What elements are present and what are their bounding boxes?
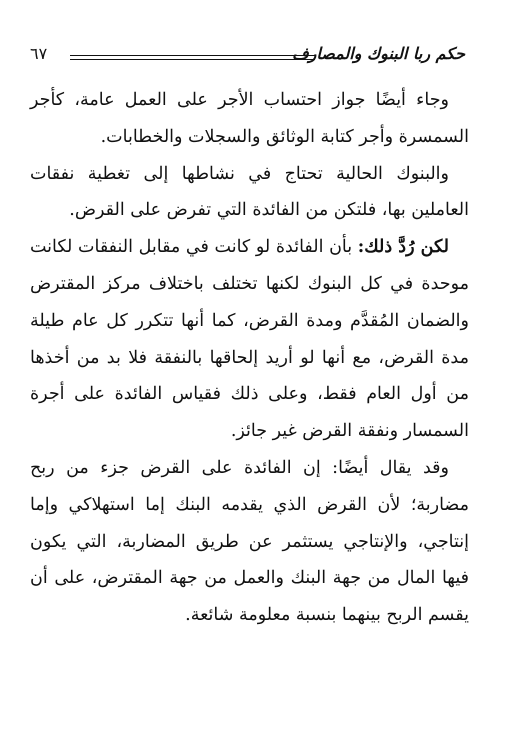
- header-rule: [70, 55, 315, 56]
- page-number: ٦٧: [30, 44, 48, 63]
- paragraph-text: بأن الفائدة لو كانت في مقابل النفقات لكانت موحدة في كل البنوك لكنها تختلف باختلاف مركز المقترض والضمان المُقدَّم ومدة القرض، كما أنها تتكرر كل عام طيلة مدة القرض، مع أنها لو أريد إلحاقها بالنفقة فلا بد من أخذها من أول العام فقط، وعلى ذلك فقياس الفائدة على أجرة السمسار ونفقة القرض غير جائز.: [30, 237, 469, 442]
- running-title: حكم ربا البنوك والمصارف: [292, 44, 465, 63]
- body-text: [30, 82, 469, 634]
- paragraph-lead: لكن رُدَّ ذلك:: [357, 237, 449, 258]
- paragraph-4: [30, 450, 469, 634]
- paragraph-text: والبنوك الحالية تحتاج في نشاطها إلى تغطية نفقات العاملين بها، فلتكن من الفائدة التي تفرض على القرض.: [30, 163, 469, 221]
- paragraph-1: [30, 82, 469, 156]
- header-rule-thin: [70, 59, 315, 60]
- page-header: [30, 44, 465, 74]
- paragraph-3: [30, 229, 469, 450]
- paragraph-text: وجاء أيضًا جواز احتساب الأجر على العمل عامة، كأجر السمسرة وأجر كتابة الوثائق والسجلات والخطابات.: [30, 90, 469, 147]
- paragraph-text: وقد يقال أيضًا: إن الفائدة على القرض جزء من ربح مضاربة؛ لأن القرض الذي يقدمه البنك إما استهلاكي وإما إنتاجي، والإنتاجي يستثمر عن طريق المضاربة، التي يكون فيها المال من جهة البنك والعمل من جهة المقترض، على أن يقسم الربح بينهما بنسبة معلومة شائعة.: [30, 457, 469, 626]
- paragraph-2: [30, 156, 469, 230]
